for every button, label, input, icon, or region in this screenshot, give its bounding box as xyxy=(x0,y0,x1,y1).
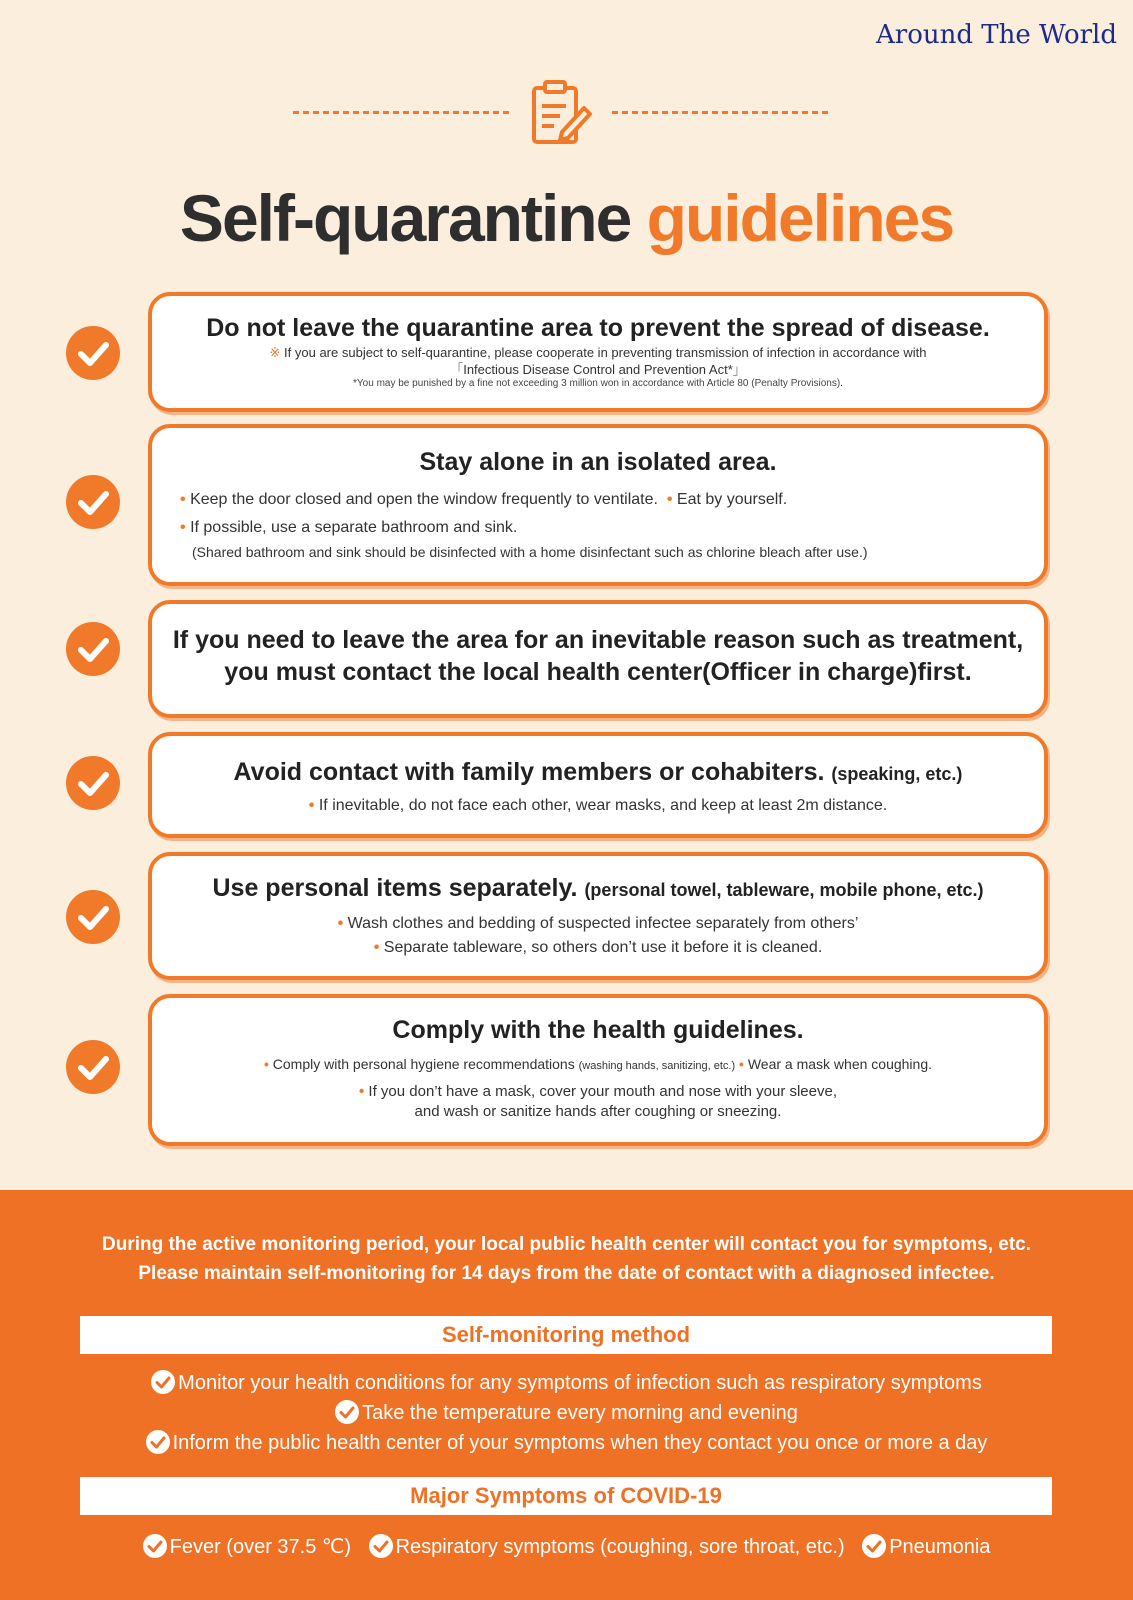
bullet-row: • Comply with personal hygiene recommendations (washing hands, sanitizing, etc.) • Wear a mask when coughing. xyxy=(263,1056,933,1072)
check-circle-icon xyxy=(66,756,120,810)
bullet-row: • If inevitable, do not face each other, wear masks, and keep at least 2m distance. xyxy=(308,797,888,814)
bullet-row: • Keep the door closed and open the window frequently to ventilate. • Eat by yourself. xyxy=(180,491,788,508)
guideline-note xyxy=(152,344,1044,378)
guideline-card xyxy=(148,852,1048,980)
symptom-text: Fever (over 37.5 ℃) xyxy=(169,1536,352,1558)
check-circle-icon xyxy=(151,1370,175,1394)
check-circle-icon xyxy=(66,475,120,529)
check-circle-icon xyxy=(143,1534,167,1558)
fine-print: *You may be punished by a fine not exceeding 3 million won in accordance with Article 80 (Penalty Provisions). xyxy=(353,378,843,389)
check-circle-icon xyxy=(146,1430,170,1454)
method-item xyxy=(0,1368,1133,1398)
guideline-card xyxy=(148,994,1048,1146)
guideline-heading: Stay alone in an isolated area. xyxy=(419,448,777,476)
bullet-text: Comply with personal hygiene recommendations xyxy=(272,1056,575,1072)
guideline-heading-row xyxy=(152,756,1044,790)
title-part-accent: guidelines xyxy=(646,181,954,255)
check-circle-icon xyxy=(862,1534,886,1558)
bullet-text: If possible, use a separate bathroom and sink. xyxy=(190,519,518,536)
note-line-1: If you are subject to self-quarantine, please cooperate in preventing transmission of infection in accordance with xyxy=(284,345,927,360)
bullet-text: Wear a mask when coughing. xyxy=(747,1056,933,1072)
guideline-card xyxy=(148,732,1048,838)
bullet-aside: (washing hands, sanitizing, etc.) xyxy=(578,1060,736,1072)
guideline-heading-row xyxy=(152,872,1044,906)
bullet-text: Keep the door closed and open the window frequently to ventilate. xyxy=(190,491,658,508)
guideline-heading-aside: (speaking, etc.) xyxy=(831,764,963,784)
bullet-row: • If you don’t have a mask, cover your mouth and nose with your sleeve, and wash or sanitize hands after coughing or sneezing. xyxy=(358,1083,838,1120)
check-circle-icon xyxy=(66,890,120,944)
page-title xyxy=(0,178,1133,258)
guideline-card xyxy=(148,600,1048,718)
guideline-card xyxy=(148,424,1048,586)
method-text: Monitor your health conditions for any symptoms of infection such as respiratory symptoms xyxy=(178,1372,982,1394)
title-part-dark: Self-quarantine xyxy=(179,181,631,255)
check-circle-icon xyxy=(66,326,120,380)
monitoring-section xyxy=(0,1190,1133,1600)
method-text: Take the temperature every morning and evening xyxy=(362,1402,798,1424)
guideline-heading: Do not leave the quarantine area to prevent the spread of disease. xyxy=(206,314,990,342)
guideline-heading: Avoid contact with family members or cohabiters. xyxy=(233,758,825,786)
guideline-card xyxy=(148,292,1048,412)
check-circle-icon xyxy=(66,1040,120,1094)
check-circle-icon xyxy=(369,1534,393,1558)
symptom-item xyxy=(862,1536,990,1558)
header-decoration xyxy=(0,78,1133,148)
guideline-heading: Use personal items separately. xyxy=(212,874,578,902)
bullet-row: • Separate tableware, so others don’t use it before it is cleaned. xyxy=(373,939,823,956)
bullet-text: Separate tableware, so others don’t use it before it is cleaned. xyxy=(383,939,823,956)
symptom-item xyxy=(369,1536,845,1558)
bullet-text: If you don’t have a mask, cover your mouth and nose with your sleeve, xyxy=(368,1083,838,1100)
bullet-text: Wash clothes and bedding of suspected infectee separately from others’ xyxy=(347,915,859,932)
method-item xyxy=(0,1428,1133,1458)
check-circle-icon xyxy=(335,1400,359,1424)
method-text: Inform the public health center of your symptoms when they contact you once or more a day xyxy=(172,1432,988,1454)
symptoms-title: Major Symptoms of COVID-19 xyxy=(80,1477,1052,1515)
bullet-subnote: (Shared bathroom and sink should be disinfected with a home disinfectant such as chlorine bleach after use.) xyxy=(192,544,868,560)
bullet-text: If inevitable, do not face each other, wear masks, and keep at least 2m distance. xyxy=(318,797,888,814)
symptom-text: Respiratory symptoms (coughing, sore throat, etc.) xyxy=(395,1536,845,1558)
symptoms-row xyxy=(0,1532,1133,1562)
symptom-text: Pneumonia xyxy=(889,1536,991,1558)
bullet-row: • Wash clothes and bedding of suspected infectee separately from others’ xyxy=(337,915,859,932)
symptom-item xyxy=(143,1536,351,1558)
bullet-text: and wash or sanitize hands after coughing or sneezing. xyxy=(414,1103,782,1120)
check-circle-icon xyxy=(66,622,120,676)
note-mark: ※ xyxy=(269,345,281,360)
guideline-heading: Comply with the health guidelines. xyxy=(392,1016,804,1044)
intro-line-2: Please maintain self-monitoring for 14 days from the date of contact with a diagnosed infectee. xyxy=(138,1263,995,1284)
bullet-row: • If possible, use a separate bathroom and sink. xyxy=(180,519,518,536)
guideline-line-1: If you need to leave the area for an inevitable reason such as treatment, xyxy=(172,626,1024,654)
divider-right xyxy=(612,111,832,114)
monitoring-intro xyxy=(0,1230,1133,1288)
bullet-text: Eat by yourself. xyxy=(676,491,788,508)
divider-left xyxy=(293,111,513,114)
method-item xyxy=(0,1398,1133,1428)
intro-line-1: During the active monitoring period, your local public health center will contact you for symptoms, etc. xyxy=(101,1234,1032,1255)
note-line-2: 「Infectious Disease Control and Prevention Act*」 xyxy=(450,362,746,377)
clipboard-pen-icon xyxy=(528,78,592,148)
guideline-line-2: you must contact the local health center(Officer in charge)first. xyxy=(224,658,972,686)
guideline-heading-aside: (personal towel, tableware, mobile phone, etc.) xyxy=(584,880,984,900)
watermark: Around The World xyxy=(876,20,1117,50)
method-title: Self-monitoring method xyxy=(80,1316,1052,1354)
